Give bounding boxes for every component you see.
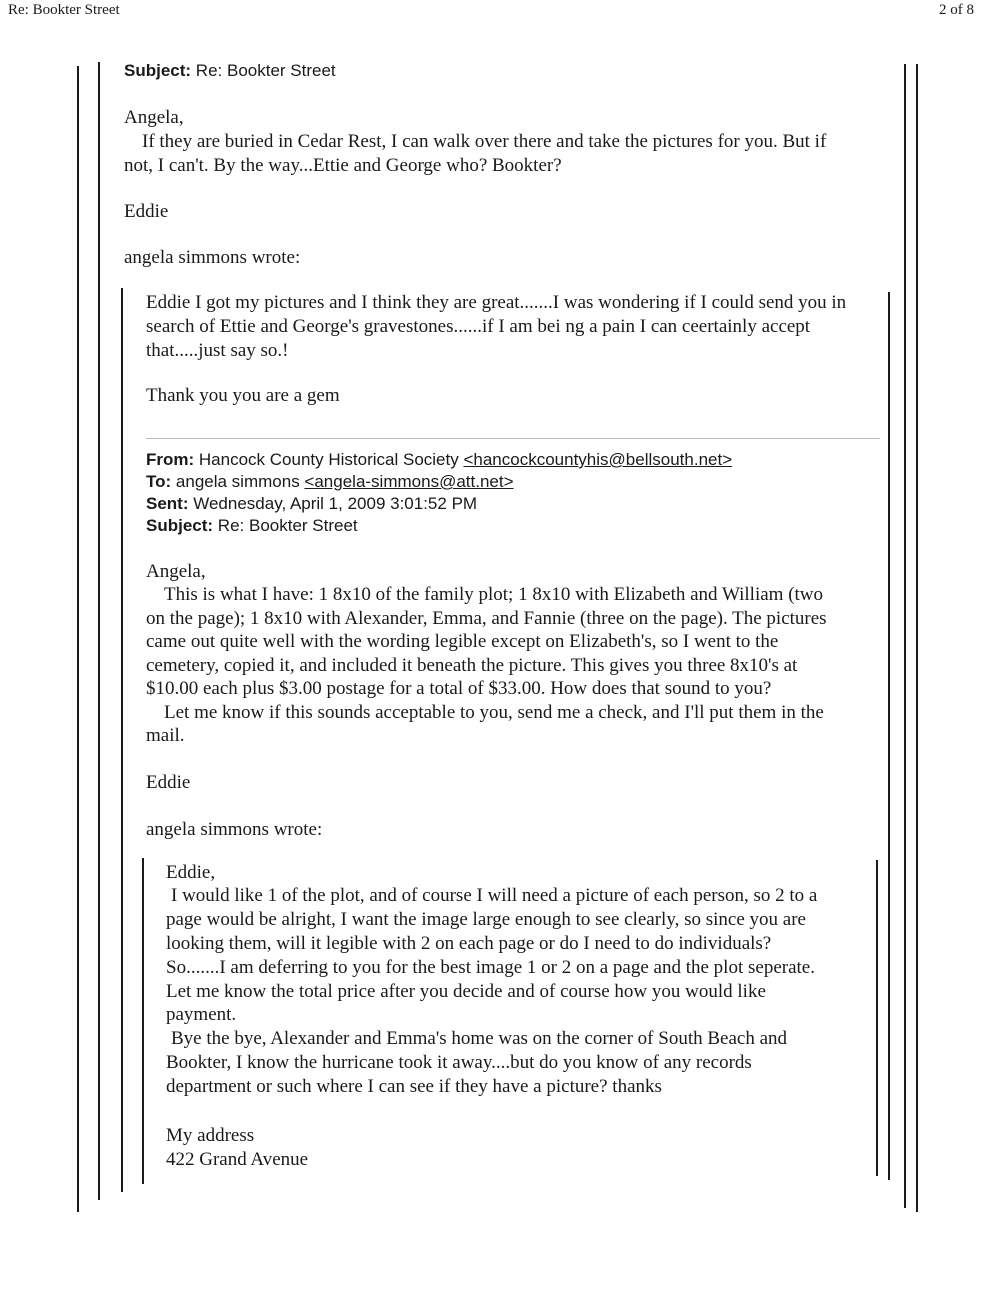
reply-body-line: on the page); 1 8x10 with Alexander, Emma, and Fannie (three on the page). The pictures bbox=[146, 608, 827, 629]
quote-bar-deep-right bbox=[876, 860, 878, 1176]
subject-value: Re: Bookter Street bbox=[195, 61, 336, 80]
subject-label: Subject: bbox=[124, 61, 192, 80]
page-header-title: Re: Bookter Street bbox=[8, 2, 120, 18]
to-label: To: bbox=[146, 472, 172, 491]
to-line bbox=[146, 471, 514, 493]
outer-greeting: Angela, bbox=[124, 107, 184, 128]
quote2-body-line: Bookter, I know the hurricane took it away....but do you know of any records bbox=[166, 1052, 752, 1073]
quote2-body-line: department or such where I can see if they have a picture? thanks bbox=[166, 1076, 662, 1097]
quote-bar-outer-right-1 bbox=[904, 64, 906, 1208]
quote2-greeting: Eddie, bbox=[166, 862, 216, 883]
quote2-body-line: page would be alright, I want the image large enough to see clearly, so since you are bbox=[166, 909, 806, 930]
sent-value: Wednesday, April 1, 2009 3:01:52 PM bbox=[193, 494, 478, 513]
from-label: From: bbox=[146, 450, 195, 469]
forwarded-subject-label: Subject: bbox=[146, 516, 214, 535]
reply-body-line: Let me know if this sounds acceptable to you, send me a check, and I'll put them in the bbox=[164, 702, 824, 723]
outer-attribution: angela simmons wrote: bbox=[124, 247, 301, 268]
reply-attribution: angela simmons wrote: bbox=[146, 819, 323, 840]
quote2-address-label: My address bbox=[166, 1125, 255, 1146]
quote2-body-line: So.......I am deferring to you for the best image 1 or 2 on a page and the plot seperate. bbox=[166, 957, 815, 978]
reply-body-line: This is what I have: 1 8x10 of the family plot; 1 8x10 with Elizabeth and William (two bbox=[164, 584, 824, 605]
sent-line bbox=[146, 493, 477, 515]
outer-body-line: If they are buried in Cedar Rest, I can walk over there and take the pictures for you. But if bbox=[142, 131, 827, 152]
forwarded-subject-value: Re: Bookter Street bbox=[217, 516, 358, 535]
header-separator bbox=[146, 438, 880, 439]
from-email-link[interactable]: <hancockcountyhis@bellsouth.net> bbox=[463, 450, 733, 469]
reply-body-line: cemetery, copied it, and included it beneath the picture. This gives you three 8x10's at bbox=[146, 655, 798, 676]
quote2-body-line: looking them, will it legible with 2 on each page or do I need to do individuals? bbox=[166, 933, 772, 954]
forwarded-subject-line bbox=[146, 515, 358, 537]
quote2-address-line: 422 Grand Avenue bbox=[166, 1149, 309, 1170]
quote-bar-outer-right-2 bbox=[916, 64, 918, 1212]
reply-greeting: Angela, bbox=[146, 561, 206, 582]
quote2-body-line: I would like 1 of the plot, and of course I will need a picture of each person, so 2 to a bbox=[171, 885, 818, 906]
outer-subject-line bbox=[124, 60, 336, 82]
quote-bar-outer-left-2 bbox=[98, 62, 100, 1200]
quote2-body-line: Let me know the total price after you decide and of course how you would like bbox=[166, 981, 766, 1002]
to-name: angela simmons bbox=[175, 472, 300, 491]
quote1-closing: Thank you you are a gem bbox=[146, 385, 340, 406]
quote1-body-line: that.....just say so.! bbox=[146, 340, 289, 361]
quote2-body-line: Bye the bye, Alexander and Emma's home was on the corner of South Beach and bbox=[171, 1028, 787, 1049]
reply-body-line: came out quite well with the wording legible except on Elizabeth's, so I went to the bbox=[146, 631, 779, 652]
quote1-body-line: Eddie I got my pictures and I think they are great.......I was wondering if I could send you in bbox=[146, 292, 847, 313]
quote-bar-deep-left bbox=[142, 858, 144, 1184]
from-name: Hancock County Historical Society bbox=[198, 450, 459, 469]
quote1-body-line: search of Ettie and George's gravestones......if I am bei ng a pain I can ceertainly accept bbox=[146, 316, 811, 337]
quote-bar-outer-left-1 bbox=[77, 66, 79, 1212]
quote2-body-line: payment. bbox=[166, 1004, 237, 1025]
from-line bbox=[146, 449, 732, 471]
quote-bar-inner-right bbox=[888, 292, 890, 1180]
sent-label: Sent: bbox=[146, 494, 189, 513]
reply-body-line: $10.00 each plus $3.00 postage for a total of $33.00. How does that sound to you? bbox=[146, 678, 772, 699]
reply-signature: Eddie bbox=[146, 772, 191, 793]
quote-bar-inner-left bbox=[121, 288, 123, 1192]
outer-signature: Eddie bbox=[124, 201, 169, 222]
outer-body-line: not, I can't. By the way...Ettie and George who? Bookter? bbox=[124, 155, 562, 176]
to-email-link[interactable]: <angela-simmons@att.net> bbox=[304, 472, 514, 491]
reply-body-line: mail. bbox=[146, 725, 185, 746]
page-number: 2 of 8 bbox=[939, 2, 974, 18]
